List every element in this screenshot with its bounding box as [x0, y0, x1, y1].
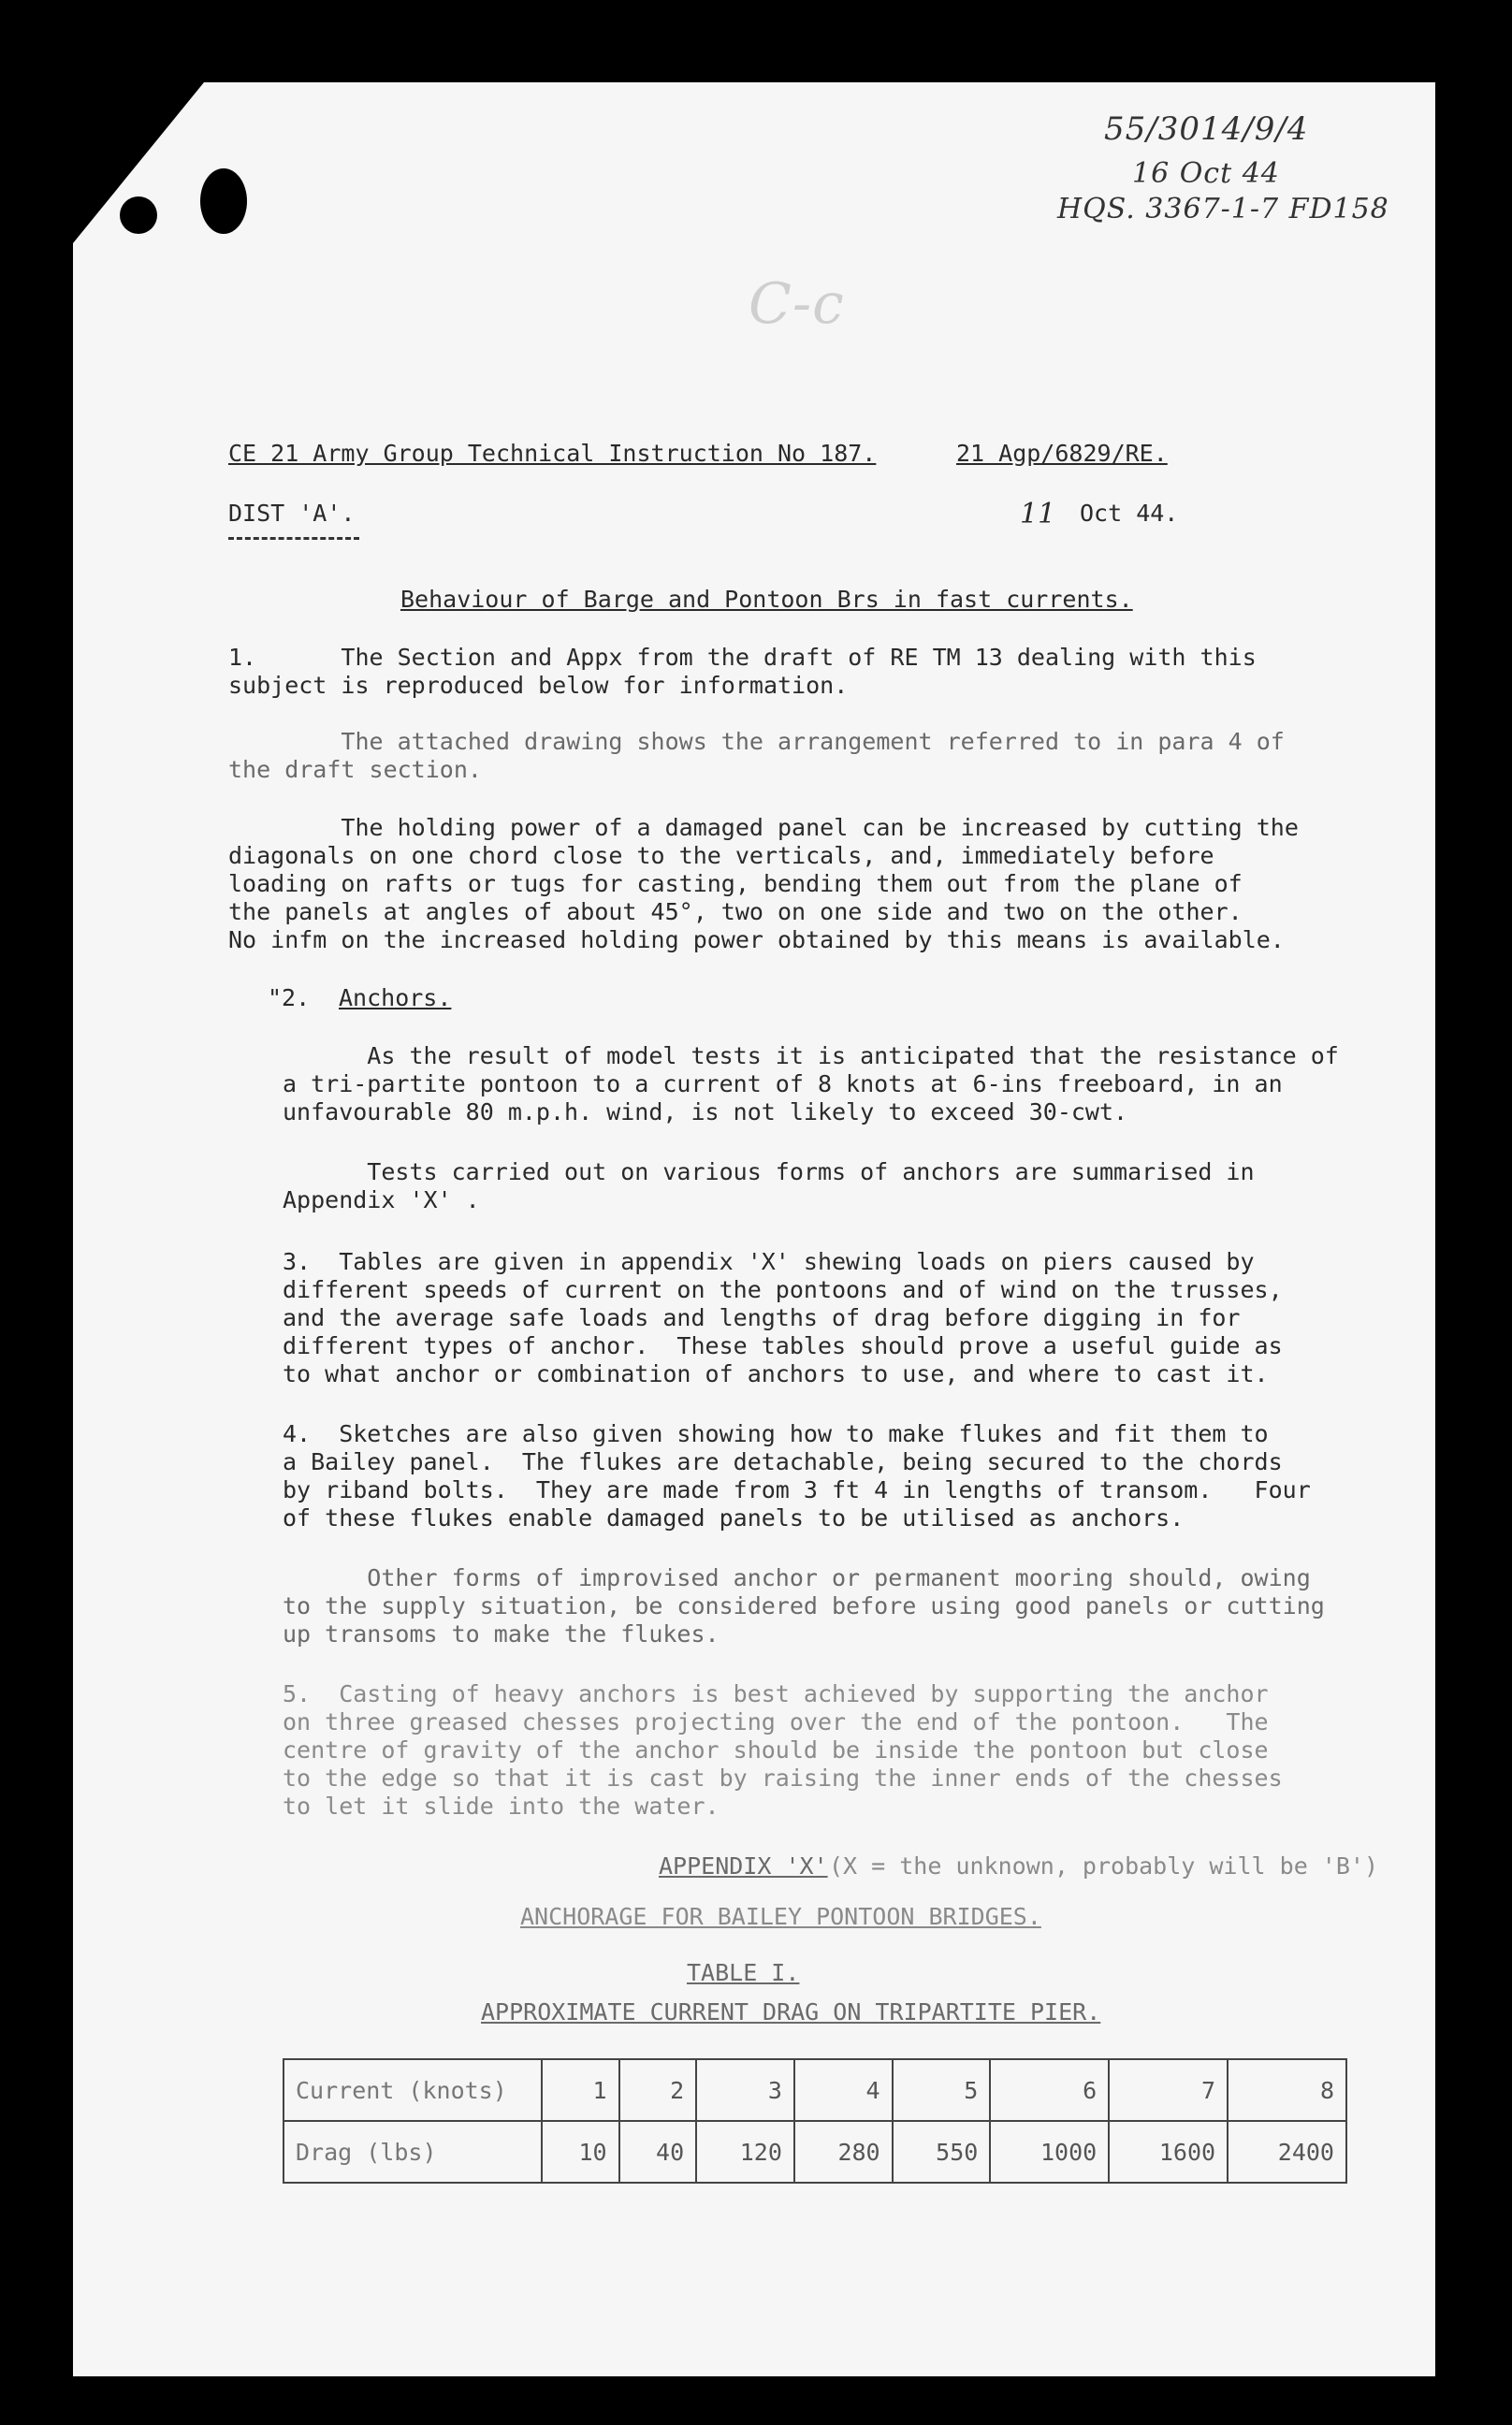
para-3-line-4: the panels at angles of about 45°, two on one side and two on the other.: [228, 898, 1243, 925]
appendix-title: ANCHORAGE FOR BAILEY PONTOON BRIDGES.: [520, 1903, 1041, 1930]
row-label-current: Current (knots): [284, 2059, 542, 2121]
current-cell: 6: [990, 2059, 1109, 2121]
handwritten-scribble: C-c: [749, 271, 845, 337]
para-5-line-1: Tests carried out on various forms of anchors are summarised in: [283, 1158, 1255, 1185]
handwritten-reference-2: 16 Oct 44: [1132, 157, 1280, 190]
drag-cell: 280: [794, 2121, 893, 2183]
para-6-line-4: different types of anchor. These tables should prove a useful guide as: [283, 1332, 1283, 1359]
drag-cell: 120: [696, 2121, 794, 2183]
para-1-line-1: 1. The Section and Appx from the draft of RE TM 13 dealing with this: [228, 644, 1257, 671]
drag-cell: 10: [542, 2121, 619, 2183]
appendix-note: (X = the unknown, probably will be 'B'): [829, 1852, 1378, 1880]
table-row-drag: [284, 2121, 1346, 2183]
para-9-line-1: 5. Casting of heavy anchors is best achieved by supporting the anchor: [283, 1680, 1269, 1707]
para-8-line-1: Other forms of improvised anchor or permanent mooring should, owing: [283, 1564, 1311, 1591]
section-2-number: "2.: [268, 984, 311, 1011]
punch-hole-left: [120, 196, 157, 234]
para-7-line-4: of these flukes enable damaged panels to be utilised as anchors.: [283, 1504, 1185, 1532]
current-cell: 2: [619, 2059, 697, 2121]
para-6-line-3: and the average safe loads and lengths of drag before digging in for: [283, 1304, 1241, 1331]
drag-cell: 40: [619, 2121, 697, 2183]
current-cell: 8: [1228, 2059, 1346, 2121]
appendix-label: APPENDIX 'X': [659, 1852, 828, 1880]
document-page: [73, 82, 1435, 2376]
table-number: TABLE I.: [687, 1959, 800, 1986]
para-2-line-2: the draft section.: [228, 756, 482, 783]
drag-cell: 550: [893, 2121, 991, 2183]
drag-cell: 2400: [1228, 2121, 1346, 2183]
para-9-line-2: on three greased chesses projecting over the end of the pontoon. The: [283, 1708, 1269, 1735]
para-4-line-1: As the result of model tests it is anticipated that the resistance of: [283, 1042, 1339, 1069]
file-reference: 21 Agp/6829/RE.: [956, 440, 1168, 467]
para-6-line-2: different speeds of current on the pontoons and of wind on the trusses,: [283, 1276, 1283, 1303]
para-4-line-3: unfavourable 80 m.p.h. wind, is not likely to exceed 30-cwt.: [283, 1098, 1128, 1125]
para-2-line-1: The attached drawing shows the arrangement referred to in para 4 of: [228, 728, 1285, 755]
para-9-line-4: to the edge so that it is cast by raising the inner ends of the chesses: [283, 1764, 1283, 1792]
current-drag-table: [283, 2058, 1347, 2184]
para-6-line-5: to what anchor or combination of anchors to use, and where to cast it.: [283, 1360, 1269, 1387]
section-2-title: Anchors.: [339, 984, 452, 1011]
table-row-current: [284, 2059, 1346, 2121]
para-3-line-5: No infm on the increased holding power obtained by this means is available.: [228, 926, 1285, 953]
para-9-line-5: to let it slide into the water.: [283, 1793, 720, 1820]
handwritten-reference-3: HQS. 3367-1-7 FD158: [1057, 193, 1389, 225]
para-3-line-2: diagonals on one chord close to the verticals, and, immediately before: [228, 842, 1214, 869]
para-4-line-2: a tri-partite pontoon to a current of 8 knots at 6-ins freeboard, in an: [283, 1070, 1283, 1097]
row-label-drag: Drag (lbs): [284, 2121, 542, 2183]
para-3-line-1: The holding power of a damaged panel can be increased by cutting the: [228, 814, 1299, 841]
date-month-year: Oct 44.: [1080, 500, 1179, 527]
current-cell: 7: [1109, 2059, 1228, 2121]
current-cell: 4: [794, 2059, 893, 2121]
punch-hole-right: [200, 168, 247, 234]
distribution-underline: [228, 537, 359, 540]
current-cell: 3: [696, 2059, 794, 2121]
para-7-line-2: a Bailey panel. The flukes are detachable, being secured to the chords: [283, 1448, 1283, 1475]
table-title: APPROXIMATE CURRENT DRAG ON TRIPARTITE PIER.: [481, 1998, 1101, 2026]
para-8-line-2: to the supply situation, be considered before using good panels or cutting: [283, 1592, 1325, 1619]
current-cell: 1: [542, 2059, 619, 2121]
para-7-line-1: 4. Sketches are also given showing how to make flukes and fit them to: [283, 1420, 1269, 1447]
date-day: 11: [1020, 498, 1056, 530]
subject-heading: Behaviour of Barge and Pontoon Brs in fast currents.: [400, 586, 1133, 613]
distribution: DIST 'A'.: [228, 500, 356, 527]
drag-cell: 1600: [1109, 2121, 1228, 2183]
para-3-line-3: loading on rafts or tugs for casting, bending them out from the plane of: [228, 870, 1243, 897]
para-1-line-2: subject is reproduced below for information.: [228, 672, 849, 699]
para-8-line-3: up transoms to make the flukes.: [283, 1620, 720, 1648]
handwritten-reference-1: 55/3014/9/4: [1104, 110, 1309, 148]
para-5-line-2: Appendix 'X' .: [283, 1186, 480, 1213]
para-9-line-3: centre of gravity of the anchor should be inside the pontoon but close: [283, 1736, 1269, 1764]
drag-cell: 1000: [990, 2121, 1109, 2183]
instruction-title: CE 21 Army Group Technical Instruction No 187.: [228, 440, 877, 467]
para-6-line-1: 3. Tables are given in appendix 'X' shewing loads on piers caused by: [283, 1248, 1255, 1275]
current-cell: 5: [893, 2059, 991, 2121]
para-7-line-3: by riband bolts. They are made from 3 ft 4 in lengths of transom. Four: [283, 1476, 1311, 1503]
